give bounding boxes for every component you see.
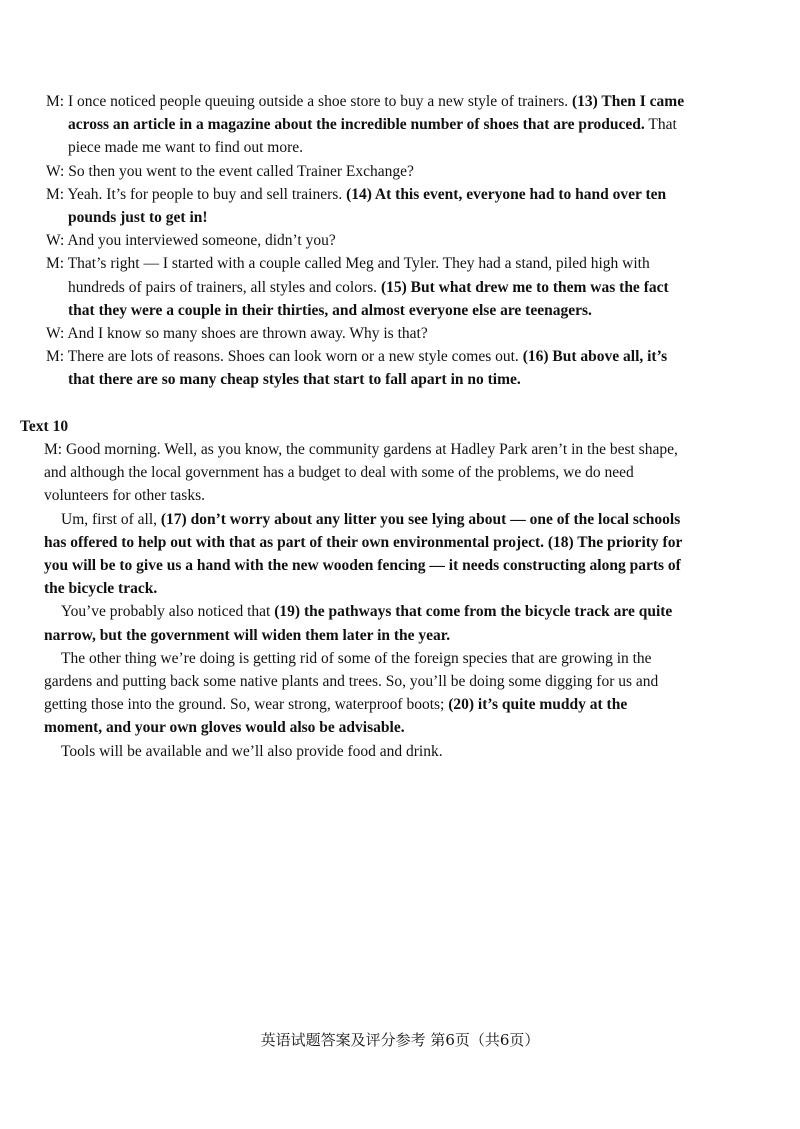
- page-footer: 英语试题答案及评分参考 第6页（共6页）: [260, 1031, 540, 1049]
- answer-highlight: (13) Then I came across an article in a magazine about the incredible number of shoes that are produced.: [68, 93, 685, 134]
- dialog-turn: M: I once noticed people queuing outside a shoe store to buy a new style of trainers. (13) Then I came across an article in a magazine about the incredible number of shoes that are produced. That piece made me want to find out more.: [46, 93, 685, 157]
- text10-monologue: [44, 438, 684, 763]
- answer-highlight: (16) But above all, it’s that there are so many cheap styles that start to fall apart in no time.: [68, 348, 668, 389]
- dialog-turn: W: And I know so many shoes are thrown away. Why is that?: [46, 325, 428, 343]
- answer-highlight: (19) the pathways that come from the bicycle track are quite narrow, but the government will widen them later in the year.: [44, 603, 673, 644]
- dialog-turn: M: Yeah. It’s for people to buy and sell trainers. (14) At this event, everyone had to hand over ten pounds just to get in!: [46, 185, 667, 227]
- dialog-turn: W: So then you went to the event called Trainer Exchange?: [46, 162, 414, 180]
- answer-highlight: (17) don’t worry about any litter you see lying about — one of the local schools has offered to help out with that as part of their own environmental project. (18) The priority for you will be to give us a hand with the new wooden fencing — it needs constructing along parts of the bicycle track.: [44, 510, 683, 598]
- paragraph: Tools will be available and we’ll also provide food and drink.: [61, 742, 443, 760]
- paragraph: The other thing we’re doing is getting rid of some of the foreign species that are growing in the gardens and putting back some native plants and trees. So, you’ll be doing some digging for us and getting those into the ground. So, wear strong, waterproof boots; (20) it’s quite muddy at the moment, and your own gloves would also be advisable.: [44, 649, 659, 737]
- answer-highlight: (14) At this event, everyone had to hand over ten pounds just to get in!: [68, 185, 667, 227]
- paragraph: You’ve probably also noticed that (19) the pathways that come from the bicycle track are quite narrow, but the government will widen them later in the year.: [44, 603, 673, 644]
- dialog-turn: M: That’s right — I started with a couple called Meg and Tyler. They had a stand, piled high with hundreds of pairs of trainers, all styles and colors. (15) But what drew me to them was the fact that they were a couple in their thirties, and almost everyone else are teenagers.: [46, 255, 669, 319]
- answer-highlight: (20) it’s quite muddy at the moment, and your own gloves would also be advisable.: [44, 696, 628, 737]
- text9-dialog: [46, 90, 686, 392]
- answer-highlight: (15) But what drew me to them was the fact that they were a couple in their thirties, and almost everyone else are teenagers.: [68, 278, 669, 319]
- dialog-turn: M: There are lots of reasons. Shoes can look worn or a new style comes out. (16) But above all, it’s that there are so many cheap styles that start to fall apart in no time.: [46, 348, 668, 389]
- dialog-turn: W: And you interviewed someone, didn’t you?: [46, 232, 336, 250]
- paragraph: M: Good morning. Well, as you know, the community gardens at Hadley Park aren’t in the best shape, and although the local government has a budget to deal with some of the problems, we do need volunteers for other tasks.: [44, 441, 678, 505]
- section-heading-text10: Text 10: [20, 418, 69, 435]
- paragraph: Um, first of all, (17) don’t worry about any litter you see lying about — one of the local schools has offered to help out with that as part of their own environmental project. (18) The priority for you will be to give us a hand with the new wooden fencing — it needs constructing along parts of the bicycle track.: [44, 510, 683, 598]
